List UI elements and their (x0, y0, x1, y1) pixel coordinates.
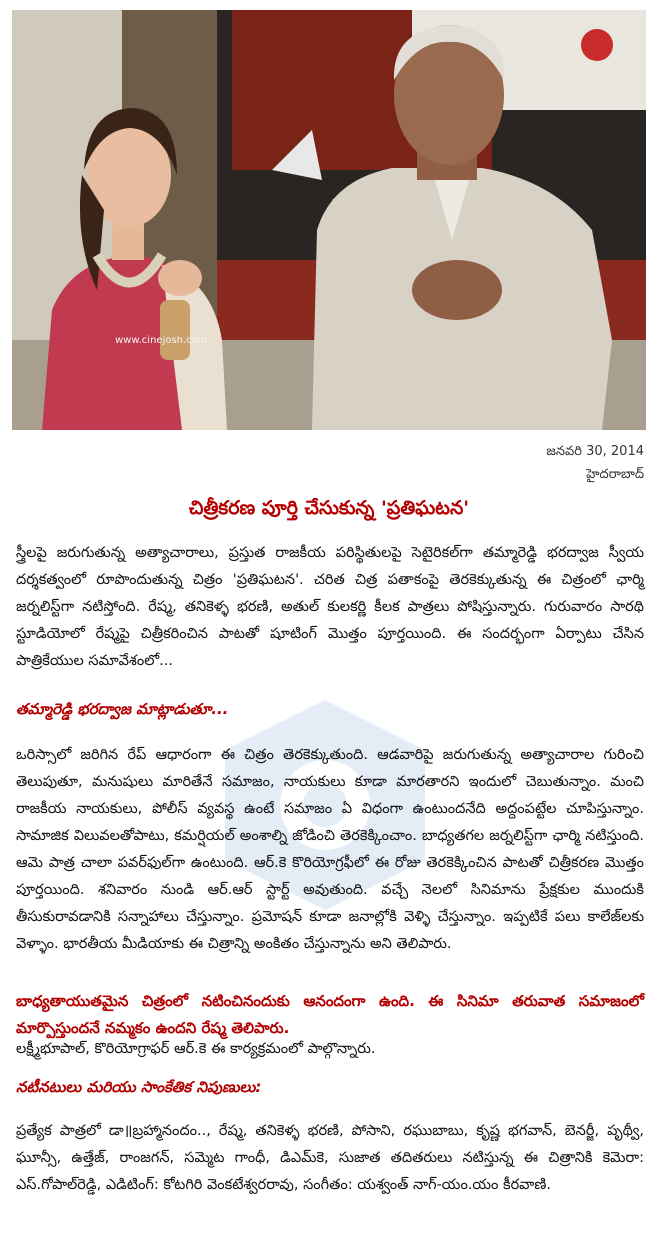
subheading-speaker: తమ్మారెడ్డి భరద్వాజ మాట్లాడుతూ... (16, 700, 229, 718)
article-date: జనవరి 30, 2014 (546, 444, 644, 459)
paragraph-reshma: బాధ్యతాయుతమైన చిత్రంలో నటించినందుకు ఆనందంగా ఉంది. ఈ సినిమా తరువాత సమాజంలో మార్పొస్తుందనే నమ్మకం ఉందని రేష్మ తెలిపారు. (16, 992, 644, 1037)
subheading-cast-crew: నటీనటులు మరియు సాంకేతిక నిపుణులు: (16, 1078, 262, 1096)
dateline (546, 440, 644, 486)
article-place: హైదరాబాద్ (586, 467, 644, 482)
article-headline: చిత్రీకరణ పూర్తి చేసుకున్న 'ప్రతిఘటన' (188, 497, 470, 519)
photo-illustration (12, 10, 646, 430)
paragraph-guests: లక్ష్మీభూపాల్, కొరియోగ్రాఫర్ ఆర్.కె ఈ కార్యక్రమంలో పాల్గొన్నారు. (16, 1041, 376, 1057)
photo-watermark: www.cinejosh.com (115, 335, 208, 346)
paragraph-intro: స్త్రీలపై జరుగుతున్న అత్యాచారాలు, ప్రస్తుత రాజకీయ పరిస్థితులపై సెటైరికల్‌గా తమ్మారెడ్డి భరద్వాజ స్వీయ దర్శకత్వంలో రూపొందుతున్న చిత్రం 'ప్రతిఘటన'. చరిత చిత్ర పతాకంపై తెరకెక్కుతున్న ఈ చిత్రంలో ఛార్మి జర్నలిస్ట్‌గా నటిస్తోంది. రేష్మ, తనికెళ్ళ భరణి, అతుల్ కులకర్ణి కీలక పాత్రలు పోషిస్తున్నారు. గురువారం సారథి స్టూడియోలో రేష్మపై చిత్రీకరించిన పాటతో షూటింగ్ మొత్తం పూర్తయింది. ఈ సందర్భంగా ఏర్పాటు చేసిన పాత్రికేయుల సమావేశంలో... (16, 545, 644, 669)
paragraph-quote: ఒరిస్సాలో జరిగిన రేప్ ఆధారంగా ఈ చిత్రం తెరకెక్కుతుంది. ఆడవారిపై జరుగుతున్న అత్యాచారాల గురించి తెలుపుతూ, మనుషులు మారితేనే సమాజం, నాయకులు కూడా మారతారని ఇందులో చెబుతున్నాం. మంచి రాజకీయ నాయకులు, పోలీస్ వ్యవస్థ ఉంటే సమాజం ఏ విధంగా ఉంటుందనేది అద్దంపట్టేల చూపిస్తున్నాం. సామాజిక విలువలతోపాటు, కమర్షియల్ అంశాల్ని జోడించి తెరకెక్కించాం. బాధ్యతగల జర్నలిస్ట్‌గా ఛార్మి నటిస్తుంది. ఆమె పాత్ర చాలా పవర్‌ఫుల్‌గా ఉంటుంది. ఆర్.కె కొరియోగ్రఫీలో ఈ రోజు తెరకెక్కించిన పాటతో చిత్రీకరణ మొత్తం పూర్తయింది. శనివారం నుండి ఆర్.ఆర్ స్టార్ట్ అవుతుంది. వచ్చే నెలలో సినిమాను ప్రేక్షకుల ముందుకి తీసుకురావడానికి సన్నాహాలు చేస్తున్నాం. ప్రమోషన్ కూడా జనాల్లోకి వెళ్ళి చేస్తున్నాం. ఇప్పటికే పలు కాలేజ్‌లకు వెళ్ళాం. భారతీయ మీడియాకు ఈ చిత్రాన్ని అంకితం చేస్తున్నాను అని తెలిపారు. (16, 747, 644, 952)
article-photo (12, 10, 646, 430)
paragraph-cast-crew: ప్రత్యేక పాత్రలో డా॥బ్రహ్మానందం.., రేష్మ, తనికెళ్ళ భరణి, పోసాని, రఘుబాబు, కృష్ణ భగవాన్, బెనర్జీ, పృథ్వీ, ఘూన్సీ, ఉత్తేజ్, రాంజగన్, సమ్మెట గాంధీ, డిఎమ్‌కె, సుజాత తదితరులు నటిస్తున్న ఈ చిత్రానికి కెమెరా: ఎస్.గోపాల్‌రెడ్డి, ఎడిటింగ్: కోటగిరి వెంకటేశ్వరరావు, సంగీతం: యశ్వంత్ నాగ్-యం.యం కీరవాణి. (16, 1123, 644, 1193)
